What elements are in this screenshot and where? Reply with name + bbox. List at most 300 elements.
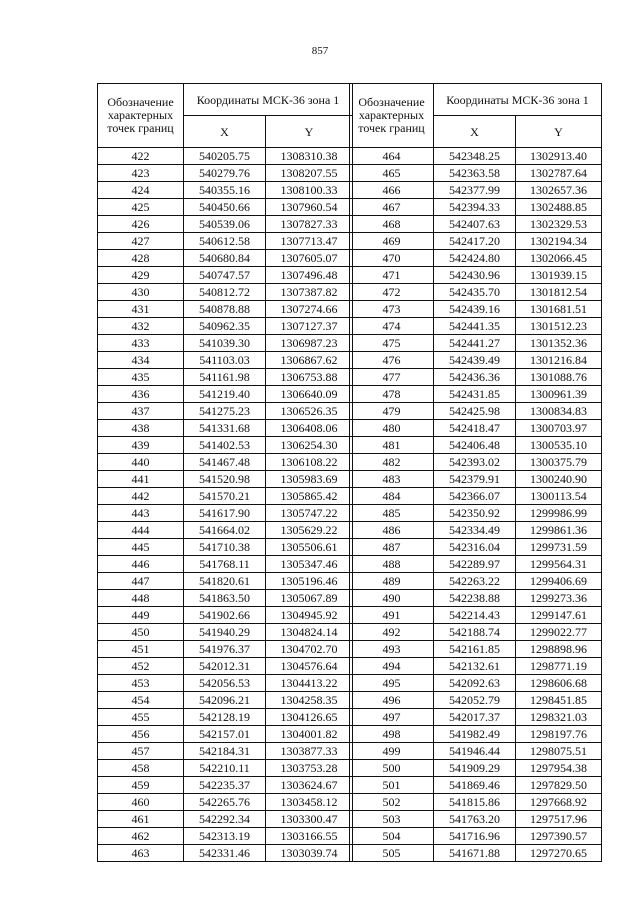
table-row: [350, 165, 602, 182]
point-id: 445: [98, 539, 184, 556]
x-value: 542424.80: [434, 250, 516, 267]
table-row: [350, 709, 602, 726]
x-value: 542417.20: [434, 233, 516, 250]
table-row: [98, 522, 353, 539]
y-value: 1305347.46: [266, 556, 353, 573]
x-value: 541982.49: [434, 726, 516, 743]
point-id: 495: [350, 675, 434, 692]
point-id: 465: [350, 165, 434, 182]
page-number: 857: [311, 45, 329, 57]
coordinates-table-right: [349, 83, 602, 862]
x-value: 542431.85: [434, 386, 516, 403]
x-value: 540450.66: [184, 199, 266, 216]
y-value: 1298197.76: [516, 726, 602, 743]
point-id: 443: [98, 505, 184, 522]
point-id: 482: [350, 454, 434, 471]
point-id: 502: [350, 794, 434, 811]
x-value: 541946.44: [434, 743, 516, 760]
point-id: 444: [98, 522, 184, 539]
x-value: 542210.11: [184, 760, 266, 777]
point-id: 461: [98, 811, 184, 828]
table-row: [350, 828, 602, 845]
point-id: 499: [350, 743, 434, 760]
point-id: 505: [350, 845, 434, 862]
x-value: 542235.37: [184, 777, 266, 794]
x-value: 542331.46: [184, 845, 266, 862]
point-id: 498: [350, 726, 434, 743]
y-value: 1298771.19: [516, 658, 602, 675]
y-value: 1304945.92: [266, 607, 353, 624]
table-row: [98, 641, 353, 658]
x-value: 540962.35: [184, 318, 266, 335]
x-value: 541768.11: [184, 556, 266, 573]
y-value: 1304576.64: [266, 658, 353, 675]
x-value: 542316.04: [434, 539, 516, 556]
table-row: [98, 301, 353, 318]
table-row: [98, 760, 353, 777]
point-id: 429: [98, 267, 184, 284]
y-value: 1302913.40: [516, 148, 602, 165]
x-value: 542350.92: [434, 505, 516, 522]
y-value: 1301352.36: [516, 335, 602, 352]
table-row: [350, 811, 602, 828]
point-id: 428: [98, 250, 184, 267]
y-header: Y: [266, 116, 353, 148]
table-row: [350, 471, 602, 488]
y-value: 1304702.70: [266, 641, 353, 658]
x-value: 542265.76: [184, 794, 266, 811]
x-value: 542441.35: [434, 318, 516, 335]
y-value: 1299564.31: [516, 556, 602, 573]
x-value: 542430.96: [434, 267, 516, 284]
point-id: 437: [98, 403, 184, 420]
table-row: [98, 692, 353, 709]
table-row: [98, 471, 353, 488]
point-id: 490: [350, 590, 434, 607]
point-id: 493: [350, 641, 434, 658]
table-row: [98, 182, 353, 199]
x-header: X: [434, 116, 516, 148]
y-value: 1305747.22: [266, 505, 353, 522]
x-value: 541909.29: [434, 760, 516, 777]
x-value: 542132.61: [434, 658, 516, 675]
table-row: [350, 369, 602, 386]
x-value: 542052.79: [434, 692, 516, 709]
table-row: [350, 760, 602, 777]
table-row: [350, 437, 602, 454]
table-row: [350, 743, 602, 760]
table-row: [98, 539, 353, 556]
table-row: [350, 845, 602, 862]
point-name-header: Обозначение характерных точек границ: [98, 84, 184, 148]
y-value: 1304258.35: [266, 692, 353, 709]
x-value: 542425.98: [434, 403, 516, 420]
point-id: 484: [350, 488, 434, 505]
point-id: 483: [350, 471, 434, 488]
x-value: 542161.85: [434, 641, 516, 658]
table-row: [98, 369, 353, 386]
x-value: 542214.43: [434, 607, 516, 624]
table-row: [350, 573, 602, 590]
point-id: 431: [98, 301, 184, 318]
y-value: 1306867.62: [266, 352, 353, 369]
table-row: [350, 148, 602, 165]
y-header: Y: [516, 116, 602, 148]
point-id: 423: [98, 165, 184, 182]
table-row: [98, 165, 353, 182]
point-id: 471: [350, 267, 434, 284]
y-value: 1303039.74: [266, 845, 353, 862]
point-id: 481: [350, 437, 434, 454]
y-value: 1298898.96: [516, 641, 602, 658]
y-value: 1308310.38: [266, 148, 353, 165]
table-row: [350, 726, 602, 743]
x-value: 542238.88: [434, 590, 516, 607]
point-id: 486: [350, 522, 434, 539]
table-row: [98, 199, 353, 216]
y-value: 1307827.33: [266, 216, 353, 233]
y-value: 1299986.99: [516, 505, 602, 522]
point-id: 446: [98, 556, 184, 573]
y-value: 1300535.10: [516, 437, 602, 454]
table-row: [98, 335, 353, 352]
x-value: 542418.47: [434, 420, 516, 437]
y-value: 1307713.47: [266, 233, 353, 250]
x-value: 541664.02: [184, 522, 266, 539]
y-value: 1305196.46: [266, 573, 353, 590]
x-value: 542406.48: [434, 437, 516, 454]
table-row: [350, 182, 602, 199]
x-value: 542012.31: [184, 658, 266, 675]
table-row: [350, 488, 602, 505]
point-id: 491: [350, 607, 434, 624]
point-id: 458: [98, 760, 184, 777]
point-id: 503: [350, 811, 434, 828]
point-id: 455: [98, 709, 184, 726]
table-row: [98, 233, 353, 250]
point-id: 427: [98, 233, 184, 250]
x-value: 540680.84: [184, 250, 266, 267]
x-value: 541869.46: [434, 777, 516, 794]
x-header: X: [184, 116, 266, 148]
table-row: [350, 403, 602, 420]
x-value: 541275.23: [184, 403, 266, 420]
point-id: 454: [98, 692, 184, 709]
point-id: 441: [98, 471, 184, 488]
table-row: [350, 794, 602, 811]
x-value: 541902.66: [184, 607, 266, 624]
y-value: 1303753.28: [266, 760, 353, 777]
x-value: 542096.21: [184, 692, 266, 709]
x-value: 542394.33: [434, 199, 516, 216]
table-row: [350, 624, 602, 641]
point-id: 438: [98, 420, 184, 437]
table-row: [350, 658, 602, 675]
point-id: 463: [98, 845, 184, 862]
point-id: 433: [98, 335, 184, 352]
point-id: 422: [98, 148, 184, 165]
y-value: 1297668.92: [516, 794, 602, 811]
x-value: 541103.03: [184, 352, 266, 369]
point-id: 453: [98, 675, 184, 692]
x-value: 541402.53: [184, 437, 266, 454]
x-value: 542188.74: [434, 624, 516, 641]
y-value: 1304824.14: [266, 624, 353, 641]
y-value: 1306987.23: [266, 335, 353, 352]
y-value: 1301088.76: [516, 369, 602, 386]
y-value: 1300834.83: [516, 403, 602, 420]
y-value: 1307496.48: [266, 267, 353, 284]
y-value: 1300240.90: [516, 471, 602, 488]
point-id: 470: [350, 250, 434, 267]
y-value: 1300375.79: [516, 454, 602, 471]
point-id: 456: [98, 726, 184, 743]
y-value: 1303624.67: [266, 777, 353, 794]
table-row: [98, 352, 353, 369]
y-value: 1306753.88: [266, 369, 353, 386]
y-value: 1298075.51: [516, 743, 602, 760]
point-id: 464: [350, 148, 434, 165]
y-value: 1303458.12: [266, 794, 353, 811]
y-value: 1307387.82: [266, 284, 353, 301]
x-value: 542393.02: [434, 454, 516, 471]
point-id: 442: [98, 488, 184, 505]
x-value: 542363.58: [434, 165, 516, 182]
table-row: [350, 607, 602, 624]
point-id: 439: [98, 437, 184, 454]
point-id: 440: [98, 454, 184, 471]
point-id: 489: [350, 573, 434, 590]
table-row: [98, 318, 353, 335]
x-value: 541710.38: [184, 539, 266, 556]
x-value: 542435.70: [434, 284, 516, 301]
x-value: 540612.58: [184, 233, 266, 250]
point-id: 468: [350, 216, 434, 233]
table-row: [350, 454, 602, 471]
point-id: 434: [98, 352, 184, 369]
point-id: 479: [350, 403, 434, 420]
point-id: 450: [98, 624, 184, 641]
x-value: 542184.31: [184, 743, 266, 760]
x-value: 541039.30: [184, 335, 266, 352]
y-value: 1298606.68: [516, 675, 602, 692]
table-row: [350, 318, 602, 335]
y-value: 1300961.39: [516, 386, 602, 403]
point-id: 460: [98, 794, 184, 811]
y-value: 1302488.85: [516, 199, 602, 216]
table-row: [98, 828, 353, 845]
table-row: [350, 335, 602, 352]
point-id: 449: [98, 607, 184, 624]
point-id: 452: [98, 658, 184, 675]
table-row: [98, 488, 353, 505]
x-value: 542439.16: [434, 301, 516, 318]
x-value: 541617.90: [184, 505, 266, 522]
x-value: 542439.49: [434, 352, 516, 369]
y-value: 1306526.35: [266, 403, 353, 420]
y-value: 1306408.06: [266, 420, 353, 437]
point-id: 467: [350, 199, 434, 216]
point-name-header: Обозначение характерных точек границ: [350, 84, 434, 148]
x-value: 541671.88: [434, 845, 516, 862]
x-value: 542157.01: [184, 726, 266, 743]
y-value: 1298321.03: [516, 709, 602, 726]
y-value: 1301939.15: [516, 267, 602, 284]
x-value: 541820.61: [184, 573, 266, 590]
point-id: 477: [350, 369, 434, 386]
y-value: 1305506.61: [266, 539, 353, 556]
y-value: 1300113.54: [516, 488, 602, 505]
table-row: [98, 216, 353, 233]
x-value: 542056.53: [184, 675, 266, 692]
x-value: 541161.98: [184, 369, 266, 386]
point-id: 424: [98, 182, 184, 199]
y-value: 1300703.97: [516, 420, 602, 437]
y-value: 1308207.55: [266, 165, 353, 182]
table-row: [98, 607, 353, 624]
point-id: 432: [98, 318, 184, 335]
y-value: 1305629.22: [266, 522, 353, 539]
table-row: [98, 709, 353, 726]
table-row: [350, 284, 602, 301]
y-value: 1306640.09: [266, 386, 353, 403]
x-value: 542348.25: [434, 148, 516, 165]
x-value: 542436.36: [434, 369, 516, 386]
y-value: 1303300.47: [266, 811, 353, 828]
table-row: [98, 454, 353, 471]
coordinates-header: Координаты МСК-36 зона 1: [434, 84, 602, 116]
point-id: 447: [98, 573, 184, 590]
y-value: 1297829.50: [516, 777, 602, 794]
y-value: 1301216.84: [516, 352, 602, 369]
point-id: 500: [350, 760, 434, 777]
coordinates-header: Координаты МСК-36 зона 1: [184, 84, 353, 116]
y-value: 1308100.33: [266, 182, 353, 199]
table-row: [350, 675, 602, 692]
point-id: 492: [350, 624, 434, 641]
table-row: [98, 284, 353, 301]
y-value: 1302329.53: [516, 216, 602, 233]
table-row: [350, 505, 602, 522]
table-row: [350, 641, 602, 658]
table-row: [98, 845, 353, 862]
table-row: [98, 794, 353, 811]
table-row: [98, 573, 353, 590]
x-value: 542366.07: [434, 488, 516, 505]
point-id: 485: [350, 505, 434, 522]
table-row: [350, 692, 602, 709]
table-row: [350, 352, 602, 369]
x-value: 540279.76: [184, 165, 266, 182]
y-value: 1305983.69: [266, 471, 353, 488]
point-id: 457: [98, 743, 184, 760]
y-value: 1304126.65: [266, 709, 353, 726]
y-value: 1299022.77: [516, 624, 602, 641]
point-id: 488: [350, 556, 434, 573]
y-value: 1298451.85: [516, 692, 602, 709]
point-id: 487: [350, 539, 434, 556]
y-value: 1301812.54: [516, 284, 602, 301]
point-id: 501: [350, 777, 434, 794]
point-id: 459: [98, 777, 184, 794]
y-value: 1302657.36: [516, 182, 602, 199]
table-row: [98, 267, 353, 284]
x-value: 540812.72: [184, 284, 266, 301]
point-id: 475: [350, 335, 434, 352]
x-value: 541520.98: [184, 471, 266, 488]
table-row: [98, 420, 353, 437]
table-row: [350, 199, 602, 216]
x-value: 541570.21: [184, 488, 266, 505]
table-row: [350, 250, 602, 267]
table-row: [98, 437, 353, 454]
table-row: [98, 658, 353, 675]
x-value: 540747.57: [184, 267, 266, 284]
point-id: 474: [350, 318, 434, 335]
table-row: [350, 590, 602, 607]
table-row: [350, 777, 602, 794]
x-value: 542292.34: [184, 811, 266, 828]
y-value: 1297954.38: [516, 760, 602, 777]
table-row: [98, 556, 353, 573]
x-value: 540539.06: [184, 216, 266, 233]
point-id: 476: [350, 352, 434, 369]
point-id: 466: [350, 182, 434, 199]
x-value: 540205.75: [184, 148, 266, 165]
x-value: 542313.19: [184, 828, 266, 845]
y-value: 1299861.36: [516, 522, 602, 539]
x-value: 541815.86: [434, 794, 516, 811]
y-value: 1304413.22: [266, 675, 353, 692]
x-value: 540355.16: [184, 182, 266, 199]
point-id: 426: [98, 216, 184, 233]
y-value: 1306254.30: [266, 437, 353, 454]
table-row: [98, 148, 353, 165]
y-value: 1302787.64: [516, 165, 602, 182]
point-id: 504: [350, 828, 434, 845]
point-id: 478: [350, 386, 434, 403]
y-value: 1307605.07: [266, 250, 353, 267]
x-value: 542289.97: [434, 556, 516, 573]
point-id: 436: [98, 386, 184, 403]
point-id: 480: [350, 420, 434, 437]
coordinates-table-left: [97, 83, 353, 862]
y-value: 1299147.61: [516, 607, 602, 624]
point-id: 462: [98, 828, 184, 845]
y-value: 1301681.51: [516, 301, 602, 318]
table-row: [98, 505, 353, 522]
x-value: 541716.96: [434, 828, 516, 845]
point-id: 451: [98, 641, 184, 658]
table-row: [98, 777, 353, 794]
point-id: 435: [98, 369, 184, 386]
table-row: [350, 539, 602, 556]
point-id: 497: [350, 709, 434, 726]
x-value: 542017.37: [434, 709, 516, 726]
y-value: 1299273.36: [516, 590, 602, 607]
y-value: 1304001.82: [266, 726, 353, 743]
x-value: 541763.20: [434, 811, 516, 828]
x-value: 540878.88: [184, 301, 266, 318]
table-row: [350, 556, 602, 573]
x-value: 542263.22: [434, 573, 516, 590]
x-value: 541976.37: [184, 641, 266, 658]
y-value: 1299406.69: [516, 573, 602, 590]
table-row: [350, 233, 602, 250]
table-row: [350, 386, 602, 403]
table-row: [350, 267, 602, 284]
table-row: [350, 216, 602, 233]
